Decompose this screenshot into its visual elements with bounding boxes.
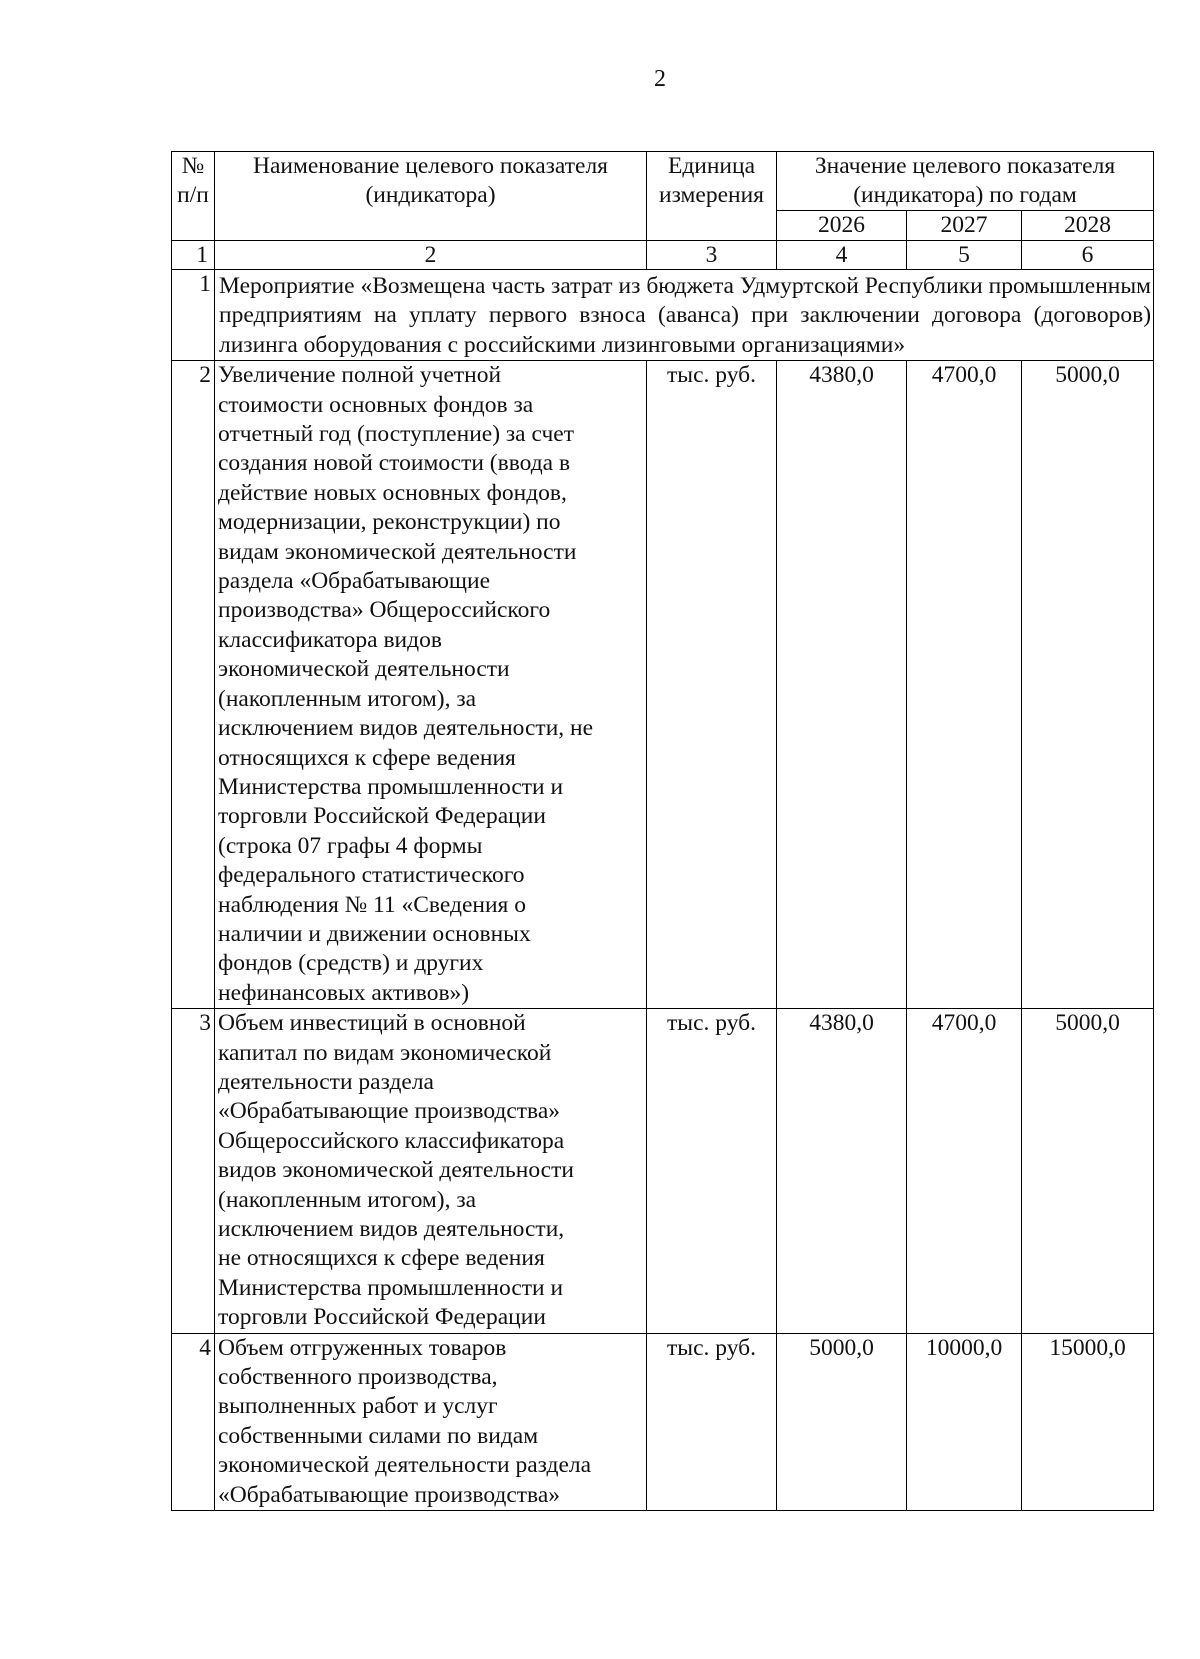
indicator-name-line: торговли Российской Федерации [218,1304,546,1331]
column-numbers-row [172,241,1154,270]
header-values: Значение целевого показателя (индикатора) по годам [777,152,1154,211]
indicator-name-line: исключением видов деятельности, [218,1216,565,1242]
indicator-name-line: Объем отгруженных товаров [218,1334,507,1361]
indicator-name-line: действие новых основных фондов, [218,479,567,506]
value-2026: 5000,0 [777,1333,907,1510]
unit-cell: тыс. руб. [647,1333,777,1510]
row-number: 3 [172,1009,215,1333]
header-year-2027: 2027 [907,211,1022,241]
indicator-name-line: капитал по видам экономической [218,1039,552,1066]
indicator-name-line: видов экономической деятельности [218,1157,574,1184]
indicator-name-line: (строка 07 графы 4 формы [218,832,483,859]
header-num: № п/п [172,152,215,241]
unit-cell: тыс. руб. [647,1009,777,1333]
indicator-name-line: Общероссийского классификатора [218,1127,565,1154]
header-name: Наименование целевого показателя (индикатора) [215,152,647,241]
header-year-2026: 2026 [777,211,907,241]
column-number: 1 [172,241,215,270]
value-2027: 10000,0 [907,1333,1022,1510]
value-2026: 4380,0 [777,1009,907,1333]
indicator-name-line: Министерства промышленности и [218,773,564,800]
table-row [172,1333,1154,1510]
indicator-name-line: федерального статистического [218,862,525,889]
indicator-name [215,361,647,1009]
row-number: 2 [172,361,215,1009]
indicator-name-line: наличии и движении основных [218,920,531,947]
indicator-name-line: модернизации, реконструкции) по [218,509,561,536]
row-number: 1 [172,270,215,361]
indicator-name-line: торговли Российской Федерации [218,803,546,830]
indicator-name-line: видам экономической деятельности [218,538,577,565]
value-2028: 5000,0 [1022,361,1154,1009]
column-number: 6 [1022,241,1154,270]
column-number: 5 [907,241,1022,270]
indicator-name-line: собственными силами по видам [218,1422,539,1449]
column-number: 3 [647,241,777,270]
indicator-name-line: производства» Общероссийского [218,597,551,624]
row-number: 4 [172,1333,215,1510]
indicator-name-line: «Обрабатывающие производства» [218,1481,561,1508]
indicator-name-line: относящихся к сфере ведения [218,744,516,771]
activity-row [172,270,1154,361]
indicator-name-line: стоимости основных фондов за [218,391,534,418]
value-2028: 15000,0 [1022,1333,1154,1510]
indicator-name-line: создания новой стоимости (ввода в [218,450,571,477]
column-number: 2 [215,241,647,270]
indicator-name-line: деятельности раздела [218,1068,434,1095]
table-row [172,1009,1154,1333]
unit-cell: тыс. руб. [647,361,777,1009]
value-2026: 4380,0 [777,361,907,1009]
indicator-name-line: наблюдения № 11 «Сведения о [218,891,526,918]
indicator-name-line: нефинансовых активов») [218,979,470,1006]
indicator-name-line: раздела «Обрабатывающие [218,568,491,595]
value-2027: 4700,0 [907,1009,1022,1333]
indicator-name-line: исключением видов деятельности, не [218,715,594,742]
indicator-name-line: экономической деятельности раздела [218,1452,592,1479]
indicator-name-line: собственного производства, [218,1364,498,1391]
indicator-name [215,1009,647,1333]
indicator-name-line: экономической деятельности [218,656,510,683]
indicator-name-line: выполненных работ и услуг [218,1393,498,1420]
page-number: 2 [654,66,666,92]
value-2027: 4700,0 [907,361,1022,1009]
activity-text: Мероприятие «Возмещена часть затрат из бюджета Удмуртской Республики промышленным предприятиям на уплату первого взноса (аванса) при заключении договора (договоров) лизинга оборудования с российскими лизинговыми организациями» [215,270,1154,361]
column-number: 4 [777,241,907,270]
indicator-name-line: Увеличение полной учетной [218,362,502,389]
table-row [172,361,1154,1009]
indicator-name-line: Объем инвестиций в основной [218,1010,526,1037]
indicator-name-line: Министерства промышленности и [218,1274,564,1301]
indicator-name-line: (накопленным итогом), за [218,1186,477,1213]
header-row [172,152,1154,211]
indicator-name-line: «Обрабатывающие производства» [218,1098,561,1125]
header-year-2028: 2028 [1022,211,1154,241]
indicator-name-line: классификатора видов [218,626,442,653]
indicator-name-line: не относящихся к сфере ведения [218,1245,545,1272]
indicators-table [171,151,1154,1511]
header-unit: Единица измерения [647,152,777,241]
indicator-name [215,1333,647,1510]
indicator-name-line: отчетный год (поступление) за счет [218,421,574,448]
indicator-name-line: (накопленным итогом), за [218,685,477,712]
indicator-name-line: фондов (средств) и других [218,950,484,977]
value-2028: 5000,0 [1022,1009,1154,1333]
